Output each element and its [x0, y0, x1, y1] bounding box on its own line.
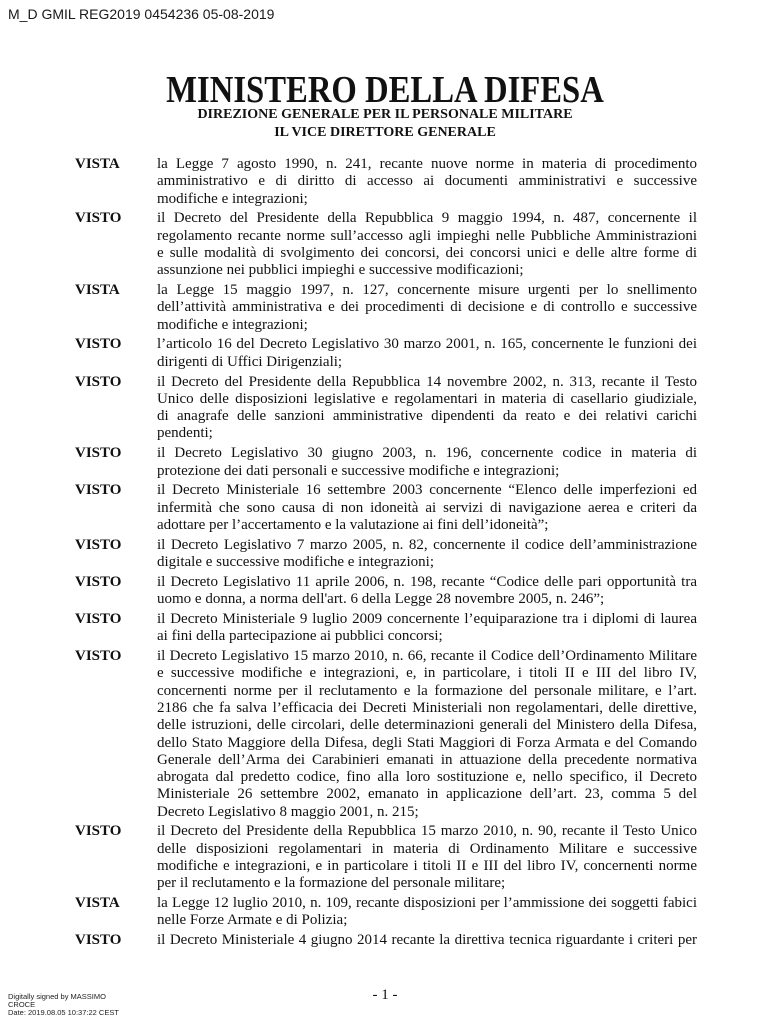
recital-label: VISTO — [75, 482, 122, 499]
recital-line: dello Stato Maggiore della Difesa, degli Stati Maggiori di Forza Armata e del Comando — [157, 734, 697, 751]
recital-line: il Decreto Legislativo 11 aprile 2006, n. 198, recante “Codice delle pari opportunità tra — [157, 573, 697, 590]
recital-line: modifiche e integrazioni; — [157, 316, 308, 333]
recital-label: VISTO — [75, 536, 122, 553]
recital-line: delle disposizioni regolamentari in materia di Ordinamento Militare e successive — [157, 840, 697, 857]
recital-line: modifiche e integrazioni, e in particolare i titoli II e III del libro IV, concernenti norme — [157, 858, 697, 875]
recital-label: VISTO — [75, 336, 122, 353]
recital-line: l’articolo 16 del Decreto Legislativo 30 marzo 2001, n. 165, concernente le funzioni dei — [157, 336, 697, 353]
recital-line: assunzione nei pubblici impieghi e successive modificazioni; — [157, 262, 524, 279]
recital-line: la Legge 15 maggio 1997, n. 127, concernente misure urgenti per lo snellimento — [157, 282, 697, 299]
recital-text — [157, 156, 697, 208]
recital-line: il Decreto Ministeriale 16 settembre 2003 concernente “Elenco delle imperfezioni ed — [157, 482, 697, 499]
recital-line: regolamento recante norme sull’accesso agli impieghi nelle Pubbliche Amministrazioni — [157, 227, 697, 244]
recital-line: la Legge 7 agosto 1990, n. 241, recante nuove norme in materia di procedimento — [157, 156, 697, 172]
recital-line: dell’attività amministrativa e dei procedimenti di decisione e di controllo e successive — [157, 299, 697, 316]
digital-signature — [8, 993, 119, 1017]
recital-text — [157, 282, 697, 334]
recital-line: 2186 che fa salva l’efficacia dei Decreti Ministeriali non regolamentari, delle direttive, — [157, 699, 697, 716]
recital-line: la Legge 12 luglio 2010, n. 109, recante disposizioni per l’ammissione dei soggetti fabici — [157, 895, 697, 912]
recital-text — [157, 611, 697, 646]
recital-text — [157, 445, 697, 480]
recital-item — [75, 210, 697, 279]
recital-item — [75, 282, 697, 334]
recital-label: VISTO — [75, 823, 122, 840]
recital-line: e successive modifiche e integrazioni, e, in particolare, i titoli II e III del libro IV, — [157, 665, 697, 682]
recital-item — [75, 648, 697, 821]
recital-line: il Decreto Legislativo 7 marzo 2005, n. 82, concernente il codice dell’amministrazione — [157, 536, 697, 553]
recital-line: per il reclutamento e la formazione del personale militare; — [157, 875, 506, 892]
recital-line: dirigenti di Uffici Dirigenziali; — [157, 353, 343, 370]
recital-label: VISTO — [75, 373, 122, 390]
signature-date: Date: 2019.08.05 10:37:22 CEST — [8, 1008, 119, 1017]
signature-signer-line: Digitally signed by MASSIMO — [8, 992, 106, 1001]
recital-line: Generale dell’Arma dei Carabinieri emanati in attuazione della precedente normativa — [157, 751, 697, 768]
recital-label: VISTO — [75, 932, 122, 949]
recital-label: VISTO — [75, 573, 122, 590]
recital-item — [75, 537, 697, 572]
recital-text — [157, 648, 697, 821]
recital-item — [75, 336, 697, 371]
recital-text — [157, 210, 697, 279]
recital-line: Decreto Legislativo 8 maggio 2001, n. 215; — [157, 803, 419, 820]
recital-text — [157, 482, 697, 534]
recital-item — [75, 611, 697, 646]
signature-signer-surname: CROCE — [8, 1000, 36, 1009]
recital-line: delle istruzioni, delle circolari, delle determinazioni generali del Ministero della Difesa, — [157, 717, 697, 734]
recital-line: uomo e donna, a norma dell'art. 6 della Legge 28 novembre 2005, n. 246”; — [157, 591, 605, 608]
protocol-number: M_D GMIL REG2019 0454236 05-08-2019 — [8, 6, 275, 22]
recital-label: VISTO — [75, 648, 122, 665]
page-number: - 1 - — [372, 987, 398, 1003]
recital-line: digitale e successive modifiche e integrazioni; — [157, 554, 434, 571]
recital-text — [157, 823, 697, 892]
recital-item — [75, 574, 697, 609]
recital-label: VISTA — [75, 282, 120, 299]
recital-line: pendenti; — [157, 425, 213, 442]
recital-line: nelle Forze Armate e di Polizia; — [157, 912, 348, 929]
recital-label: VISTO — [75, 445, 122, 462]
recital-label: VISTA — [75, 895, 120, 912]
recital-text — [157, 932, 697, 949]
recital-label: VISTO — [75, 210, 122, 227]
recital-line: il Decreto del Presidente della Repubblica 9 maggio 1994, n. 487, concernente il — [157, 210, 697, 227]
recitals-list — [75, 156, 697, 952]
recital-line: il Decreto Legislativo 30 giugno 2003, n. 196, concernente codice in materia di — [157, 445, 697, 462]
recital-line: il Decreto Legislativo 15 marzo 2010, n. 66, recante il Codice dell’Ordinamento Militare — [157, 648, 697, 665]
office-heading: IL VICE DIRETTORE GENERALE — [274, 125, 496, 140]
recital-line: abrogata dal predetto codice, fino alla loro sostituzione e, nello specifico, il Decreto — [157, 769, 697, 786]
recital-text — [157, 374, 697, 443]
recital-item — [75, 823, 697, 892]
recital-line: il Decreto del Presidente della Repubblica 15 marzo 2010, n. 90, recante il Testo Unico — [157, 823, 697, 840]
recital-text — [157, 574, 697, 609]
recital-text — [157, 537, 697, 572]
recital-line: infermità che sono causa di non idoneità ai servizi di navigazione aerea e criteri da — [157, 499, 697, 516]
recital-line: e sulle modalità di svolgimento dei concorsi, dei concorsi unici e delle altre forme di — [157, 244, 697, 261]
recital-item — [75, 374, 697, 443]
recital-line: il Decreto Ministeriale 9 luglio 2009 concernente l’equiparazione tra i diplomi di laurea — [157, 610, 697, 627]
recital-line: Unico delle disposizioni legislative e regolamentari in materia di casellario giudiziale, — [157, 390, 697, 407]
recital-label: VISTA — [75, 156, 120, 172]
recital-line: adottare per l’accertamento e la valutazione ai fini dell’idoneità”; — [157, 516, 549, 533]
recital-item — [75, 895, 697, 930]
recital-item — [75, 482, 697, 534]
recital-line: modifiche e integrazioni; — [157, 190, 308, 207]
recital-line: amministrativo e di diritto di accesso ai documenti amministrativi e successive — [157, 173, 697, 190]
recital-item — [75, 445, 697, 480]
recital-item — [75, 156, 697, 208]
recital-item — [75, 932, 697, 949]
recital-text — [157, 336, 697, 371]
directorate-subtitle: DIREZIONE GENERALE PER IL PERSONALE MILITARE — [197, 107, 573, 122]
recital-text — [157, 895, 697, 930]
recital-line: concernenti norme per il reclutamento e la formazione del personale militare, e l’art. — [157, 682, 697, 699]
recital-line: di anagrafe delle sanzioni amministrative dipendenti da reato e dei relativi carichi — [157, 408, 697, 425]
recital-label: VISTO — [75, 610, 122, 627]
recital-line: il Decreto del Presidente della Repubblica 14 novembre 2002, n. 313, recante il Testo — [157, 373, 697, 390]
recital-line: ai fini della partecipazione ai pubblici concorsi; — [157, 628, 443, 645]
ministry-title: MINISTERO DELLA DIFESA — [166, 69, 604, 111]
recital-line: Ministeriale 26 settembre 2002, emanato in applicazione dell’art. 23, comma 5 del — [157, 786, 697, 803]
recital-line: il Decreto Ministeriale 4 giugno 2014 recante la direttiva tecnica riguardante i criteri per — [157, 932, 697, 949]
recital-line: protezione dei dati personali e successive modifiche e integrazioni; — [157, 462, 560, 479]
